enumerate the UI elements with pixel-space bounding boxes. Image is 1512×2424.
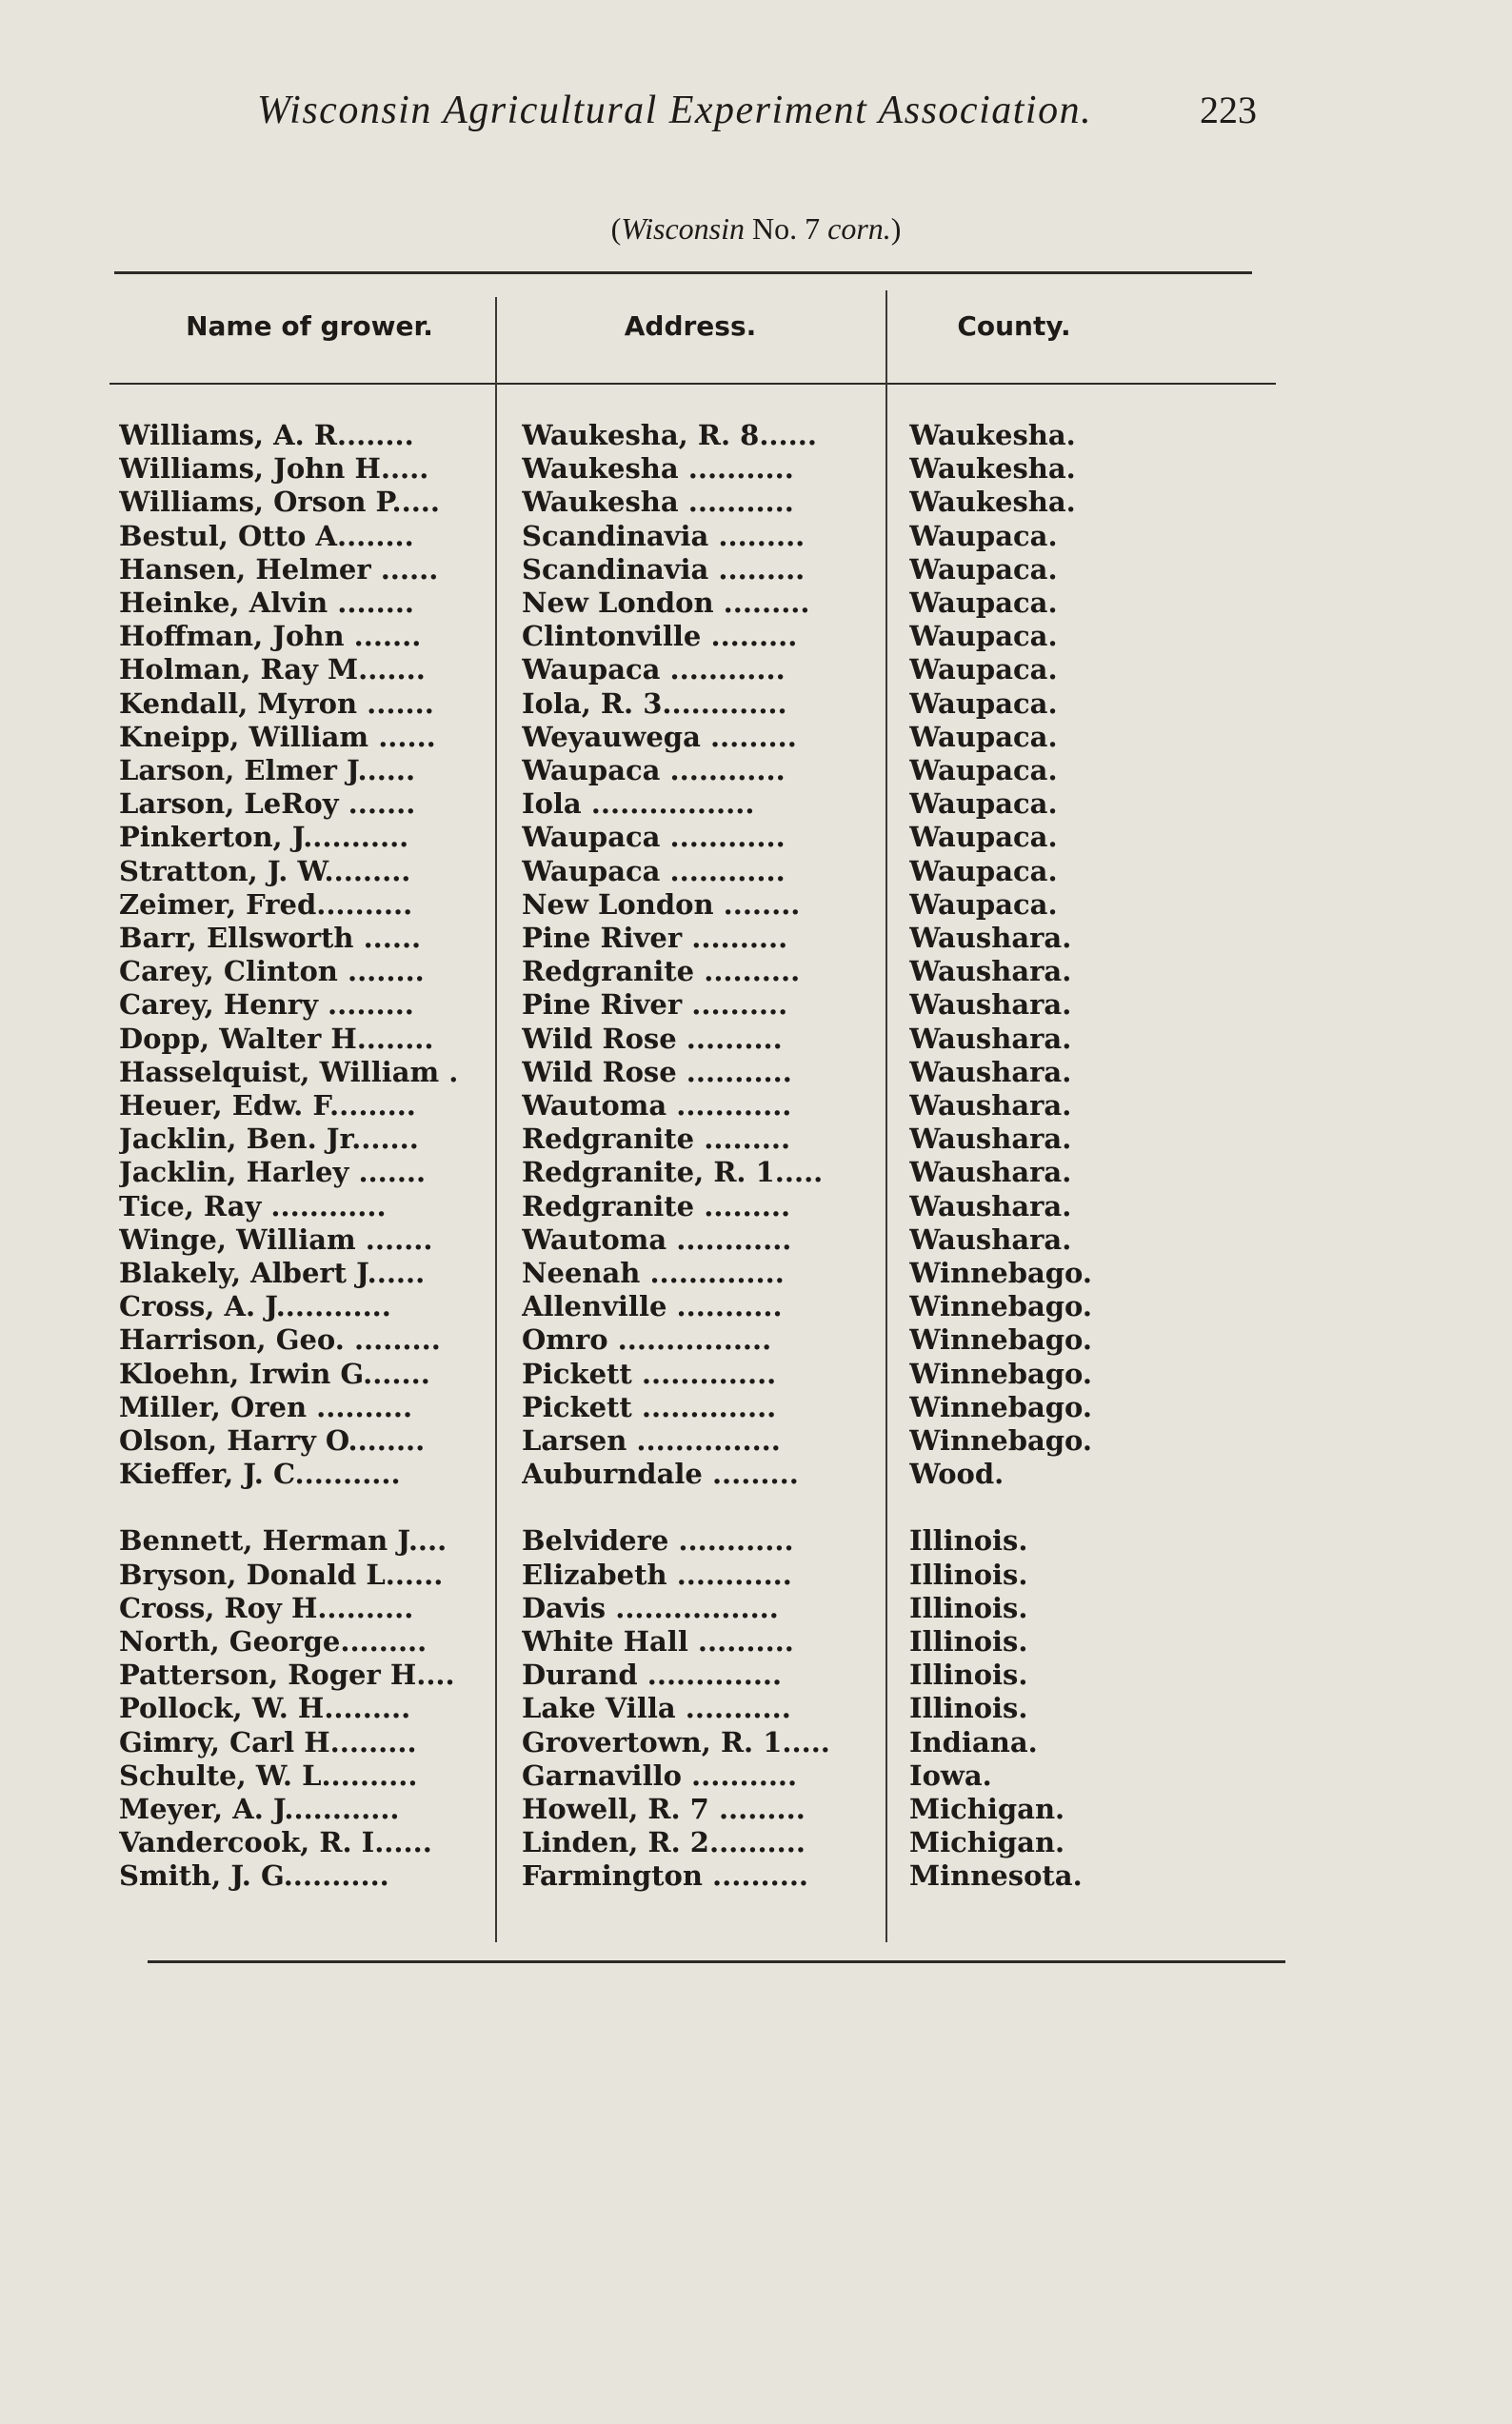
row-county: Waupaca. xyxy=(909,855,1058,887)
row-name: Kloehn, Irwin G....... xyxy=(119,1358,430,1390)
row-address: Scandinavia ......... xyxy=(522,553,806,586)
row-name: Larson, LeRoy ....... xyxy=(119,787,416,820)
bottom-rule xyxy=(148,1960,1285,1963)
row-name: Stratton, J. W......... xyxy=(119,855,411,887)
row-address: Neenah .............. xyxy=(522,1257,785,1289)
row-county: Waushara. xyxy=(909,922,1072,954)
row-county: Waushara. xyxy=(909,1223,1072,1256)
running-title: Wisconsin Agricultural Experiment Association. xyxy=(257,89,1093,132)
subtitle-close: ) xyxy=(890,211,902,246)
row-address: Belvidere ............ xyxy=(522,1524,794,1557)
subtitle-rest: No. 7 xyxy=(745,211,828,246)
row-address: Pickett .............. xyxy=(522,1358,777,1390)
row-address: Auburndale ......... xyxy=(522,1458,799,1490)
row-address: New London ......... xyxy=(522,586,810,619)
row-address: Waupaca ............ xyxy=(522,653,786,685)
row-name: Schulte, W. L.......... xyxy=(119,1759,418,1792)
row-name: Cross, A. J............ xyxy=(119,1290,391,1322)
row-name: Blakely, Albert J...... xyxy=(119,1257,426,1289)
row-county: Waupaca. xyxy=(909,687,1058,720)
row-address: Farmington .......... xyxy=(522,1859,809,1892)
row-address: Waupaca ............ xyxy=(522,754,786,786)
row-county: Illinois. xyxy=(909,1524,1028,1557)
row-county: Waupaca. xyxy=(909,520,1058,552)
row-name: Williams, A. R........ xyxy=(119,419,414,451)
row-county: Waupaca. xyxy=(909,721,1058,753)
row-address: Redgranite ......... xyxy=(522,1123,791,1155)
row-county: Waukesha. xyxy=(909,486,1076,518)
row-county: Winnebago. xyxy=(909,1358,1092,1390)
row-address: Omro ................ xyxy=(522,1323,772,1356)
row-name: Williams, Orson P..... xyxy=(119,486,440,518)
row-name: Pinkerton, J........... xyxy=(119,821,409,853)
row-name: Heinke, Alvin ........ xyxy=(119,586,415,619)
row-address: Wild Rose .......... xyxy=(522,1023,783,1055)
column-header-county: County. xyxy=(957,310,1071,342)
row-address: Pine River .......... xyxy=(522,988,788,1021)
row-county: Minnesota. xyxy=(909,1859,1083,1892)
row-name: Harrison, Geo. ......... xyxy=(119,1323,441,1356)
row-county: Winnebago. xyxy=(909,1424,1092,1457)
row-address: Scandinavia ......... xyxy=(522,520,806,552)
row-name: Bestul, Otto A........ xyxy=(119,520,414,552)
row-address: Wautoma ............ xyxy=(522,1089,792,1122)
row-address: Elizabeth ............ xyxy=(522,1559,792,1591)
header-rule xyxy=(109,383,1276,385)
row-name: Heuer, Edw. F......... xyxy=(119,1089,416,1122)
row-county: Waupaca. xyxy=(909,888,1058,921)
row-name: North, George......... xyxy=(119,1625,428,1658)
row-address: White Hall .......... xyxy=(522,1625,794,1658)
row-name: Carey, Clinton ........ xyxy=(119,955,425,987)
row-name: Patterson, Roger H.... xyxy=(119,1659,455,1691)
row-name: Vandercook, R. I...... xyxy=(119,1826,432,1858)
row-county: Michigan. xyxy=(909,1793,1065,1825)
column-divider-2 xyxy=(885,290,887,1942)
table-subtitle xyxy=(0,211,1512,247)
row-address: Waupaca ............ xyxy=(522,821,786,853)
row-county: Winnebago. xyxy=(909,1323,1092,1356)
row-name: Cross, Roy H.......... xyxy=(119,1592,414,1624)
row-name: Jacklin, Ben. Jr....... xyxy=(119,1123,419,1155)
row-name: Larson, Elmer J...... xyxy=(119,754,416,786)
row-county: Winnebago. xyxy=(909,1391,1092,1423)
row-county: Waupaca. xyxy=(909,620,1058,652)
row-address: Grovertown, R. 1..... xyxy=(522,1726,830,1758)
subtitle-open: ( xyxy=(610,211,622,246)
row-county: Waushara. xyxy=(909,1089,1072,1122)
row-county: Waupaca. xyxy=(909,787,1058,820)
row-address: Pine River .......... xyxy=(522,922,788,954)
row-name: Kendall, Myron ....... xyxy=(119,687,434,720)
row-county: Illinois. xyxy=(909,1559,1028,1591)
subtitle-italic: Wisconsin xyxy=(621,211,745,246)
row-name: Barr, Ellsworth ...... xyxy=(119,922,422,954)
row-name: Jacklin, Harley ....... xyxy=(119,1156,427,1188)
column-header-name: Name of grower. xyxy=(186,310,433,342)
column-header-address: Address. xyxy=(624,310,757,342)
row-county: Waupaca. xyxy=(909,553,1058,586)
row-name: Hansen, Helmer ...... xyxy=(119,553,439,586)
row-county: Michigan. xyxy=(909,1826,1065,1858)
row-address: Redgranite ......... xyxy=(522,1190,791,1222)
row-county: Illinois. xyxy=(909,1592,1028,1624)
row-name: Miller, Oren .......... xyxy=(119,1391,413,1423)
row-county: Waushara. xyxy=(909,1123,1072,1155)
top-rule xyxy=(114,271,1252,274)
row-name: Bennett, Herman J.... xyxy=(119,1524,448,1557)
row-name: Hasselquist, William . xyxy=(119,1056,459,1088)
row-address: Clintonville ......... xyxy=(522,620,798,652)
row-address: Waupaca ............ xyxy=(522,855,786,887)
row-county: Waupaca. xyxy=(909,754,1058,786)
row-name: Hoffman, John ....... xyxy=(119,620,422,652)
row-county: Winnebago. xyxy=(909,1257,1092,1289)
row-address: Redgranite, R. 1..... xyxy=(522,1156,824,1188)
row-address: Waukesha ........... xyxy=(522,452,794,485)
row-address: Howell, R. 7 ......... xyxy=(522,1793,806,1825)
row-address: Iola ................. xyxy=(522,787,755,820)
row-name: Zeimer, Fred.......... xyxy=(119,888,413,921)
row-address: Wild Rose ........... xyxy=(522,1056,792,1088)
row-address: Iola, R. 3............. xyxy=(522,687,787,720)
row-county: Waushara. xyxy=(909,1056,1072,1088)
row-county: Waushara. xyxy=(909,955,1072,987)
row-county: Wood. xyxy=(909,1458,1005,1490)
row-county: Waupaca. xyxy=(909,653,1058,685)
row-county: Illinois. xyxy=(909,1625,1028,1658)
row-name: Williams, John H..... xyxy=(119,452,429,485)
row-address: Larsen ............... xyxy=(522,1424,781,1457)
row-address: Redgranite .......... xyxy=(522,955,801,987)
row-address: Garnavillo ........... xyxy=(522,1759,798,1792)
row-address: Lake Villa ........... xyxy=(522,1692,791,1724)
row-name: Winge, William ....... xyxy=(119,1223,433,1256)
row-name: Bryson, Donald L...... xyxy=(119,1559,444,1591)
row-county: Illinois. xyxy=(909,1692,1028,1724)
row-name: Kneipp, William ...... xyxy=(119,721,436,753)
row-address: Linden, R. 2.......... xyxy=(522,1826,806,1858)
row-county: Waupaca. xyxy=(909,821,1058,853)
row-county: Iowa. xyxy=(909,1759,992,1792)
column-divider-1 xyxy=(495,297,497,1942)
row-county: Waupaca. xyxy=(909,586,1058,619)
row-address: Waukesha, R. 8...... xyxy=(522,419,817,451)
row-name: Kieffer, J. C........... xyxy=(119,1458,401,1490)
row-name: Carey, Henry ......... xyxy=(119,988,414,1021)
row-county: Waushara. xyxy=(909,1156,1072,1188)
row-address: Weyauwega ......... xyxy=(522,721,797,753)
row-name: Tice, Ray ............ xyxy=(119,1190,387,1222)
row-name: Dopp, Walter H........ xyxy=(119,1023,434,1055)
row-address: Durand .............. xyxy=(522,1659,783,1691)
row-county: Waukesha. xyxy=(909,452,1076,485)
row-county: Waushara. xyxy=(909,988,1072,1021)
row-county: Waushara. xyxy=(909,1023,1072,1055)
row-county: Waushara. xyxy=(909,1190,1072,1222)
page-number: 223 xyxy=(1200,89,1257,131)
row-county: Winnebago. xyxy=(909,1290,1092,1322)
row-name: Smith, J. G........... xyxy=(119,1859,389,1892)
row-county: Waukesha. xyxy=(909,419,1076,451)
row-address: Davis ................. xyxy=(522,1592,779,1624)
row-name: Pollock, W. H......... xyxy=(119,1692,411,1724)
row-name: Holman, Ray M....... xyxy=(119,653,426,685)
row-name: Meyer, A. J............ xyxy=(119,1793,400,1825)
row-county: Indiana. xyxy=(909,1726,1038,1758)
row-address: Pickett .............. xyxy=(522,1391,777,1423)
row-name: Gimry, Carl H......... xyxy=(119,1726,417,1758)
row-county: Illinois. xyxy=(909,1659,1028,1691)
row-address: Allenville ........... xyxy=(522,1290,783,1322)
row-address: Wautoma ............ xyxy=(522,1223,792,1256)
running-header xyxy=(257,88,1257,145)
row-name: Olson, Harry O........ xyxy=(119,1424,426,1457)
row-address: New London ........ xyxy=(522,888,801,921)
row-address: Waukesha ........... xyxy=(522,486,794,518)
subtitle-italic-2: corn. xyxy=(827,211,891,246)
